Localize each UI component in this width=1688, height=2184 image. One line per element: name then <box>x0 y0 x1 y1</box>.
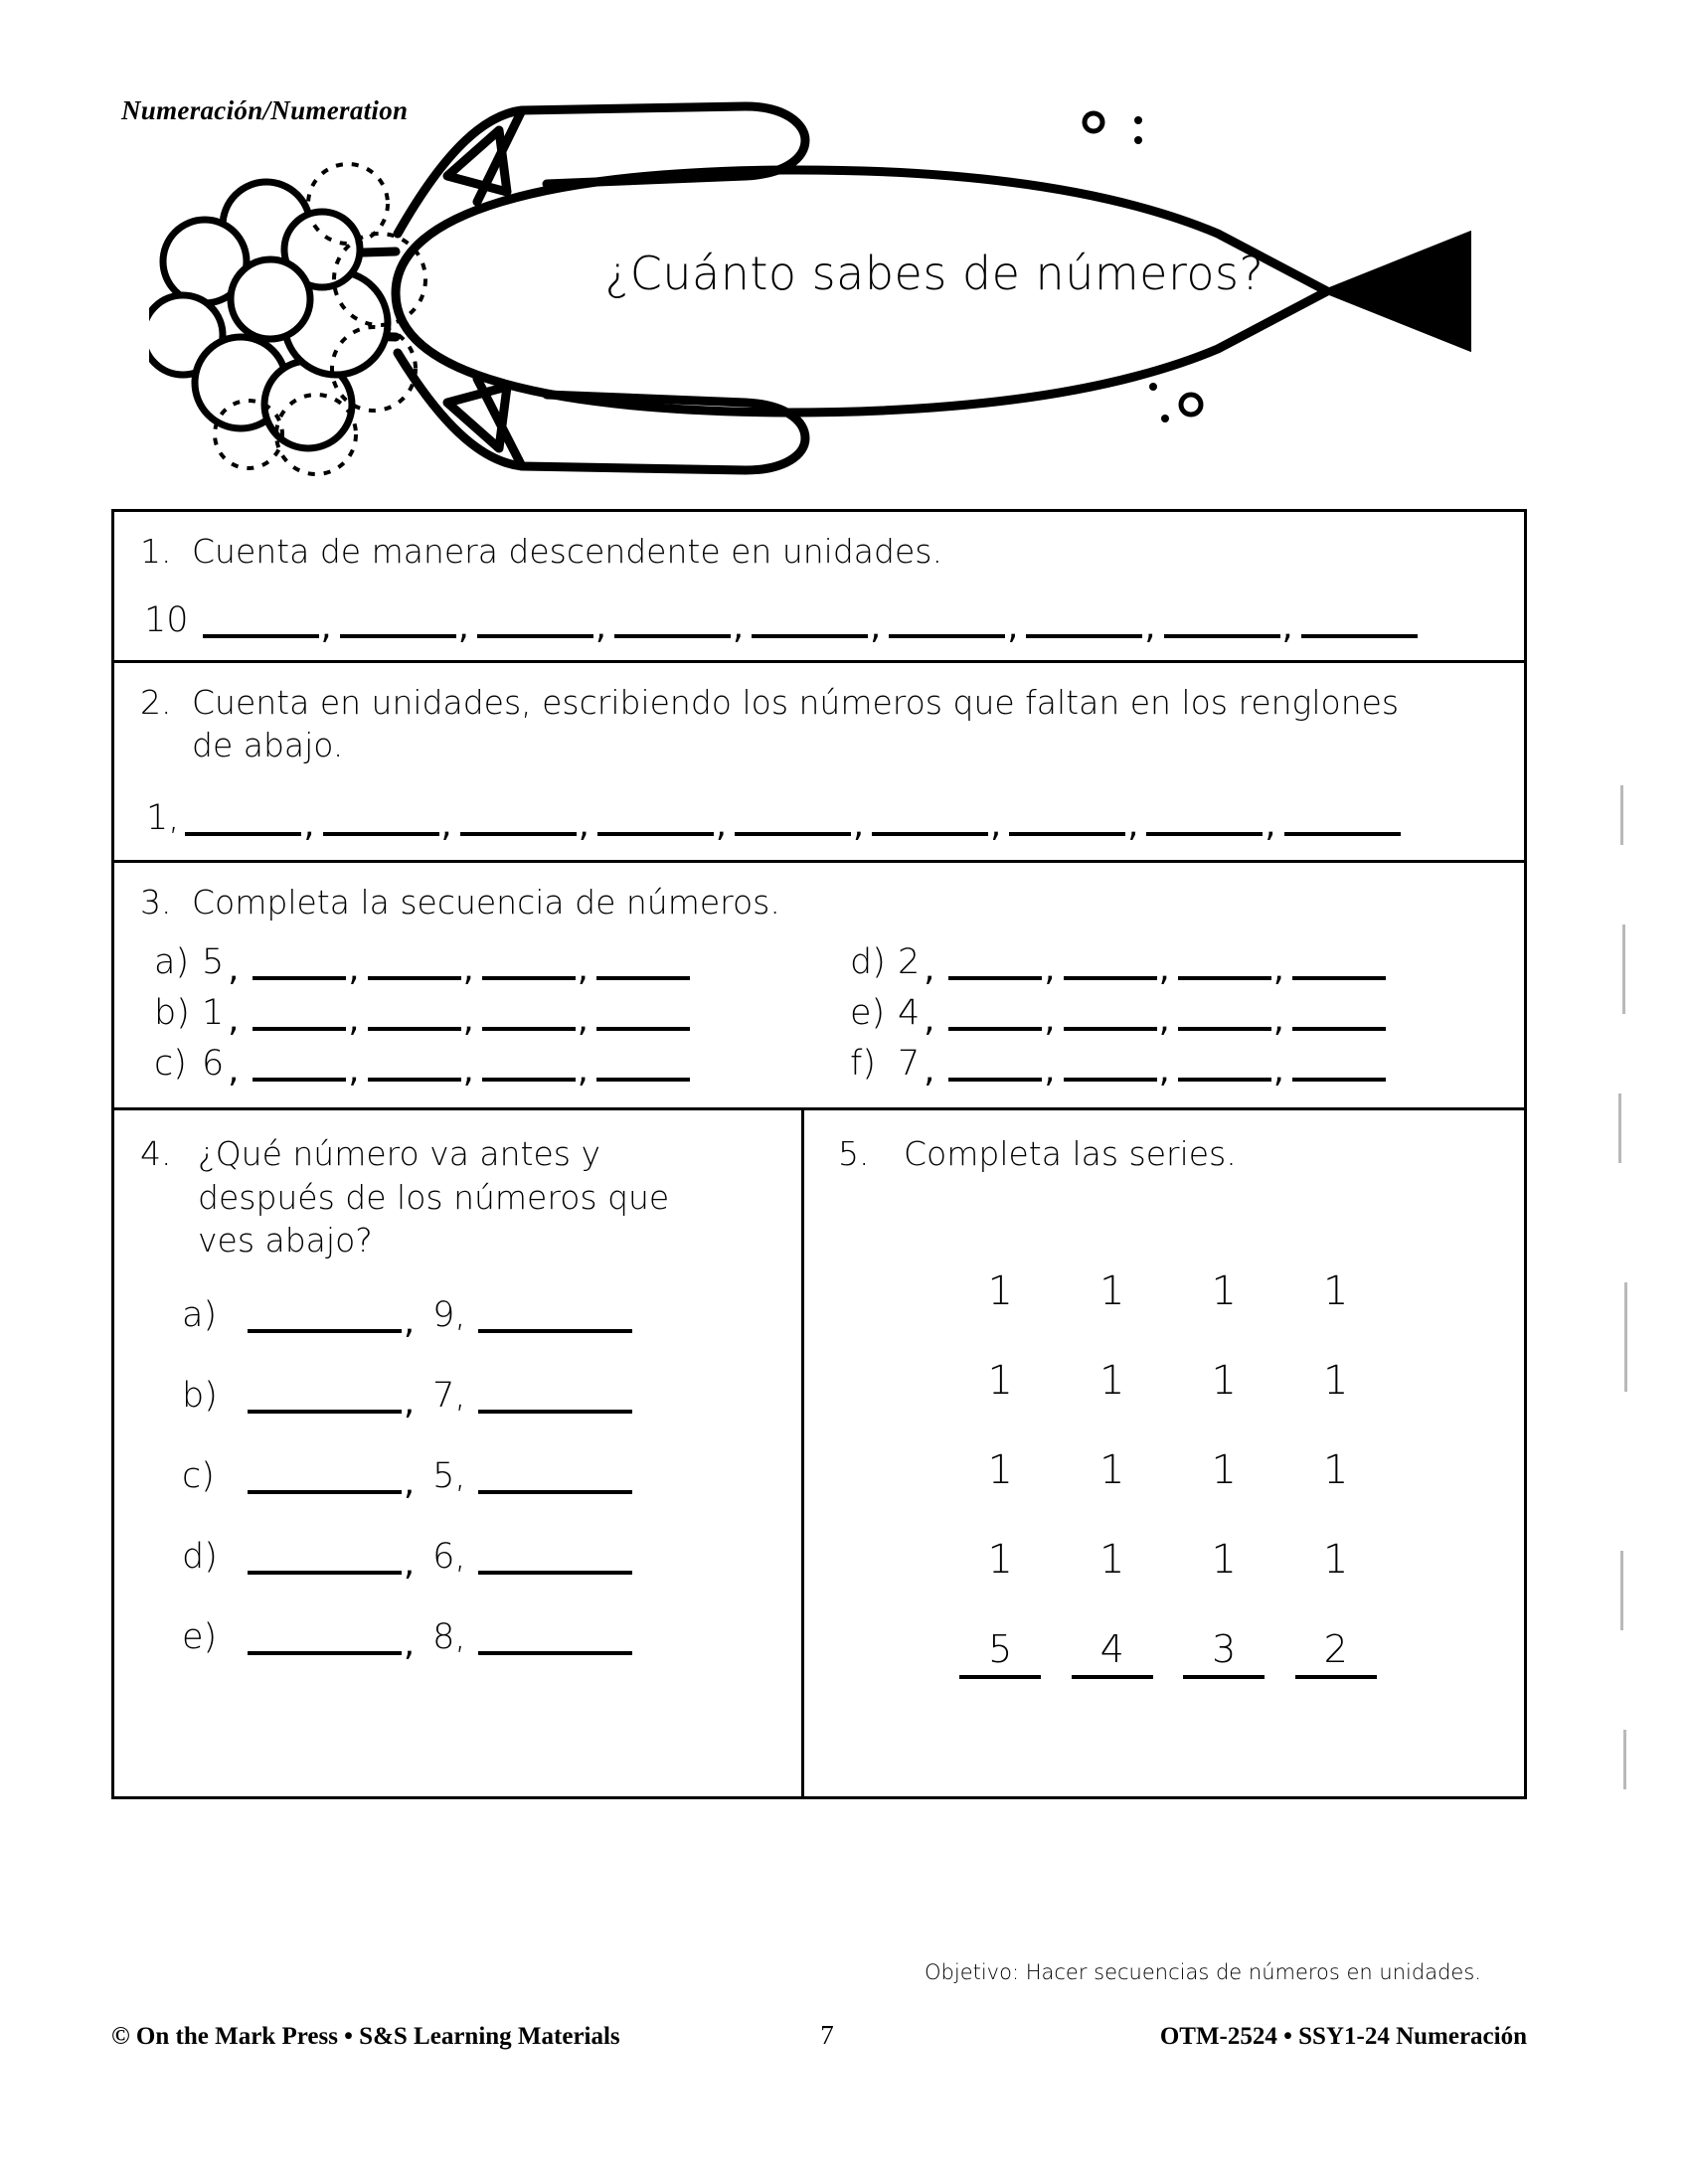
comma-separator: , <box>1158 949 1170 990</box>
tally-mark: 1 <box>1211 1357 1237 1404</box>
tally-mark: 1 <box>1099 1536 1125 1583</box>
answer-blank[interactable] <box>1292 997 1386 1031</box>
answer-blank[interactable] <box>1292 946 1386 980</box>
answer-blank[interactable] <box>1284 802 1401 836</box>
tally-mark: 1 <box>1099 1267 1125 1314</box>
comma-separator: , <box>870 606 882 647</box>
question-4-item <box>140 1536 783 1584</box>
item-label: b) <box>154 993 190 1034</box>
comma-separator: , <box>1144 606 1156 647</box>
tally-mark: 1 <box>987 1536 1013 1583</box>
answer-blank[interactable] <box>368 997 461 1031</box>
item-blank-sequence[interactable] <box>948 946 1385 990</box>
answer-blank[interactable] <box>889 604 1005 638</box>
question-1-start-number: 10 <box>144 599 189 640</box>
comma-separator: , <box>228 1000 240 1041</box>
scan-artifact <box>1618 1093 1621 1163</box>
question-5-text: Completa las series. <box>904 1134 1237 1174</box>
comma-separator: , <box>404 1301 416 1342</box>
comma-separator: , <box>462 1051 474 1092</box>
tally-answer-cell[interactable] <box>1183 1626 1265 1679</box>
comma-separator: , <box>924 949 935 990</box>
answer-blank[interactable] <box>253 997 346 1031</box>
comma-separator: , <box>924 1000 935 1041</box>
question-1-text: Cuenta de manera descendente en unidades. <box>192 532 942 571</box>
question-3-items <box>140 942 1498 1092</box>
tally-mark: 1 <box>1099 1446 1125 1493</box>
question-2 <box>114 663 1524 863</box>
tally-mark: 1 <box>987 1357 1013 1404</box>
question-4-5-row <box>114 1110 1524 1796</box>
comma-separator: , <box>1265 804 1276 845</box>
comma-separator: , <box>1044 949 1056 990</box>
answer-blank[interactable] <box>253 1048 346 1082</box>
item-seed-number: 4 <box>898 993 921 1034</box>
item-seed-number: 5 <box>202 942 225 983</box>
item-seed-number: 1 <box>202 993 225 1034</box>
answer-blank[interactable] <box>1164 604 1280 638</box>
question-2-number: 2. <box>140 682 172 722</box>
tally-mark: 1 <box>1211 1267 1237 1314</box>
footer-publisher: © On the Mark Press • S&S Learning Materials <box>111 2023 620 2050</box>
item-label: a) <box>154 942 190 983</box>
scan-artifact <box>1620 1551 1623 1630</box>
comma-separator: , <box>577 1000 589 1041</box>
answer-blank[interactable] <box>1301 604 1418 638</box>
tally-row <box>944 1357 1392 1404</box>
comma-separator: , <box>577 949 589 990</box>
item-middle-number: 9, <box>432 1294 466 1335</box>
question-3-item <box>836 993 1498 1041</box>
item-label: e) <box>850 993 886 1034</box>
question-4-item <box>140 1375 783 1423</box>
question-1 <box>114 512 1524 663</box>
scan-artifact <box>1623 1730 1626 1789</box>
comma-separator: , <box>320 606 332 647</box>
tally-answer-cell[interactable] <box>1072 1626 1153 1679</box>
answer-blank[interactable] <box>948 946 1042 980</box>
question-4-item <box>140 1294 783 1342</box>
tally-mark: 1 <box>1323 1267 1349 1314</box>
answer-blank[interactable] <box>1009 802 1125 836</box>
worksheet-table <box>111 509 1527 1799</box>
answer-blank[interactable] <box>597 802 714 836</box>
question-2-answer-row <box>140 797 1498 845</box>
comma-separator: , <box>1044 1000 1056 1041</box>
item-seed-number: 7 <box>898 1044 921 1085</box>
tally-mark: 1 <box>1323 1536 1349 1583</box>
question-4-text: ¿Qué número va antes y después de los números que ves abajo? <box>198 1134 670 1260</box>
comma-separator: , <box>990 804 1002 845</box>
answer-blank[interactable] <box>1064 997 1157 1031</box>
tally-answer-value: 4 <box>1099 1626 1124 1671</box>
tally-answer-value: 3 <box>1212 1626 1237 1671</box>
tally-answer-value: 2 <box>1323 1626 1348 1671</box>
answer-blank[interactable] <box>614 604 731 638</box>
tally-mark: 1 <box>987 1446 1013 1493</box>
answer-blank[interactable] <box>596 997 690 1031</box>
item-middle-number: 7, <box>432 1375 466 1416</box>
tally-mark: 1 <box>1211 1446 1237 1493</box>
answer-blank[interactable] <box>323 802 439 836</box>
comma-separator: , <box>1127 804 1139 845</box>
tally-mark: 1 <box>1211 1536 1237 1583</box>
item-blank-sequence[interactable] <box>253 946 689 990</box>
comma-separator: , <box>303 804 315 845</box>
comma-separator: , <box>577 1051 589 1092</box>
tally-mark: 1 <box>1323 1446 1349 1493</box>
answer-blank-before[interactable] <box>248 1460 402 1494</box>
question-2-blank-sequence[interactable] <box>185 802 1400 845</box>
footer-page-number: 7 <box>820 2020 834 2050</box>
comma-separator: , <box>1272 1000 1284 1041</box>
comma-separator: , <box>1007 606 1019 647</box>
comma-separator: , <box>1158 1051 1170 1092</box>
comma-separator: , <box>1044 1051 1056 1092</box>
question-3-text: Completa la secuencia de números. <box>192 882 780 922</box>
comma-separator: , <box>348 949 360 990</box>
comma-separator: , <box>1158 1000 1170 1041</box>
comma-separator: , <box>924 1051 935 1092</box>
answer-blank-after[interactable] <box>478 1460 632 1494</box>
tally-answer-cell[interactable] <box>959 1626 1041 1679</box>
comma-separator: , <box>1272 949 1284 990</box>
item-label: e) <box>182 1616 218 1657</box>
question-3-item <box>140 942 836 990</box>
question-5 <box>804 1110 1524 1796</box>
comma-separator: , <box>462 949 474 990</box>
tally-row <box>944 1267 1392 1314</box>
item-label: d) <box>850 942 886 983</box>
question-1-number: 1. <box>140 532 172 571</box>
comma-separator: , <box>404 1382 416 1423</box>
question-4-number: 4. <box>140 1134 172 1174</box>
answer-blank-before[interactable] <box>248 1621 402 1655</box>
item-blank-sequence[interactable] <box>948 1048 1385 1092</box>
question-3-item <box>140 1044 836 1092</box>
answer-blank[interactable] <box>477 604 593 638</box>
answer-blank[interactable] <box>948 1048 1042 1082</box>
answer-blank[interactable] <box>1178 946 1271 980</box>
tally-answer-row <box>944 1626 1392 1679</box>
footer-product-code: OTM-2524 • SSY1-24 Numeración <box>1159 2023 1527 2050</box>
page-footer <box>111 2020 1527 2051</box>
item-label: a) <box>182 1294 218 1335</box>
comma-separator: , <box>852 804 865 845</box>
comma-separator: , <box>1281 606 1293 647</box>
question-3-item <box>836 1044 1498 1092</box>
page-subject-label: Numeración/Numeration <box>121 95 409 125</box>
answer-blank[interactable] <box>185 802 301 836</box>
item-blank-sequence[interactable] <box>253 997 689 1041</box>
question-3-number: 3. <box>140 882 172 922</box>
answer-blank[interactable] <box>1178 997 1271 1031</box>
question-2-text: Cuenta en unidades, escribiendo los números que faltan en los renglones de abajo. <box>192 682 1400 765</box>
answer-blank[interactable] <box>1178 1048 1271 1082</box>
question-4-items <box>140 1294 783 1664</box>
answer-blank[interactable] <box>253 946 346 980</box>
item-label: c) <box>182 1455 215 1496</box>
answer-blank[interactable] <box>368 1048 461 1082</box>
tally-mark: 1 <box>1323 1357 1349 1404</box>
tally-row <box>944 1536 1392 1583</box>
answer-blank[interactable] <box>482 946 576 980</box>
comma-separator: , <box>348 1000 360 1041</box>
item-label: c) <box>154 1044 187 1085</box>
question-4-item <box>140 1616 783 1664</box>
scan-artifact <box>1622 924 1625 1014</box>
comma-separator: , <box>440 804 452 845</box>
tally-mark: 1 <box>987 1267 1013 1314</box>
answer-blank-before[interactable] <box>248 1299 402 1333</box>
answer-blank[interactable] <box>596 946 690 980</box>
item-blank-sequence[interactable] <box>253 1048 689 1092</box>
answer-blank[interactable] <box>368 946 461 980</box>
banner-title: ¿Cuánto sabes de números? <box>604 247 1265 300</box>
comma-separator: , <box>457 606 469 647</box>
question-1-answer-row <box>140 599 1498 647</box>
item-label: d) <box>182 1536 218 1577</box>
comma-separator: , <box>1272 1051 1284 1092</box>
comma-separator: , <box>715 804 727 845</box>
answer-blank[interactable] <box>203 604 319 638</box>
comma-separator: , <box>462 1000 474 1041</box>
question-5-tally-grid <box>944 1267 1392 1679</box>
question-4 <box>114 1110 804 1796</box>
tally-row <box>944 1446 1392 1493</box>
answer-blank[interactable] <box>752 604 868 638</box>
answer-blank-after[interactable] <box>478 1541 632 1575</box>
item-label: f) <box>850 1044 876 1085</box>
scan-artifact <box>1624 1282 1627 1392</box>
item-blank-sequence[interactable] <box>948 997 1385 1041</box>
comma-separator: , <box>732 606 745 647</box>
answer-blank[interactable] <box>1026 604 1142 638</box>
answer-blank[interactable] <box>948 997 1042 1031</box>
answer-blank[interactable] <box>1146 802 1263 836</box>
comma-separator: , <box>594 606 606 647</box>
item-middle-number: 8, <box>432 1616 466 1657</box>
comma-separator: , <box>404 1543 416 1584</box>
item-label: b) <box>182 1375 218 1416</box>
answer-blank[interactable] <box>596 1048 690 1082</box>
question-3-item <box>836 942 1498 990</box>
tally-mark: 1 <box>1099 1357 1125 1404</box>
answer-blank[interactable] <box>340 604 456 638</box>
answer-blank[interactable] <box>460 802 577 836</box>
answer-blank[interactable] <box>735 802 851 836</box>
scan-artifact <box>1620 785 1623 845</box>
answer-blank-before[interactable] <box>248 1380 402 1414</box>
item-middle-number: 5, <box>432 1455 466 1496</box>
comma-separator: , <box>578 804 590 845</box>
answer-blank[interactable] <box>1292 1048 1386 1082</box>
answer-blank-after[interactable] <box>478 1299 632 1333</box>
answer-blank[interactable] <box>872 802 988 836</box>
comma-separator: , <box>228 949 240 990</box>
item-seed-number: 6 <box>202 1044 225 1085</box>
comma-separator: , <box>404 1623 416 1664</box>
item-middle-number: 6, <box>432 1536 466 1577</box>
question-2-start-number: 1, <box>146 797 180 838</box>
comma-separator: , <box>228 1051 240 1092</box>
answer-blank[interactable] <box>482 1048 576 1082</box>
question-3-item <box>140 993 836 1041</box>
question-1-blank-sequence[interactable] <box>203 604 1418 647</box>
answer-blank-before[interactable] <box>248 1541 402 1575</box>
objective-note: Objetivo: Hacer secuencias de números en unidades. <box>925 1960 1481 1984</box>
comma-separator: , <box>404 1462 416 1503</box>
answer-blank[interactable] <box>1064 1048 1157 1082</box>
question-5-number: 5. <box>838 1134 870 1174</box>
answer-blank[interactable] <box>1064 946 1157 980</box>
tally-answer-value: 5 <box>988 1626 1013 1671</box>
answer-blank-after[interactable] <box>478 1380 632 1414</box>
answer-blank-after[interactable] <box>478 1621 632 1655</box>
tally-answer-cell[interactable] <box>1295 1626 1377 1679</box>
item-seed-number: 2 <box>898 942 921 983</box>
question-4-item <box>140 1455 783 1503</box>
answer-blank[interactable] <box>482 997 576 1031</box>
comma-separator: , <box>348 1051 360 1092</box>
question-3 <box>114 863 1524 1111</box>
